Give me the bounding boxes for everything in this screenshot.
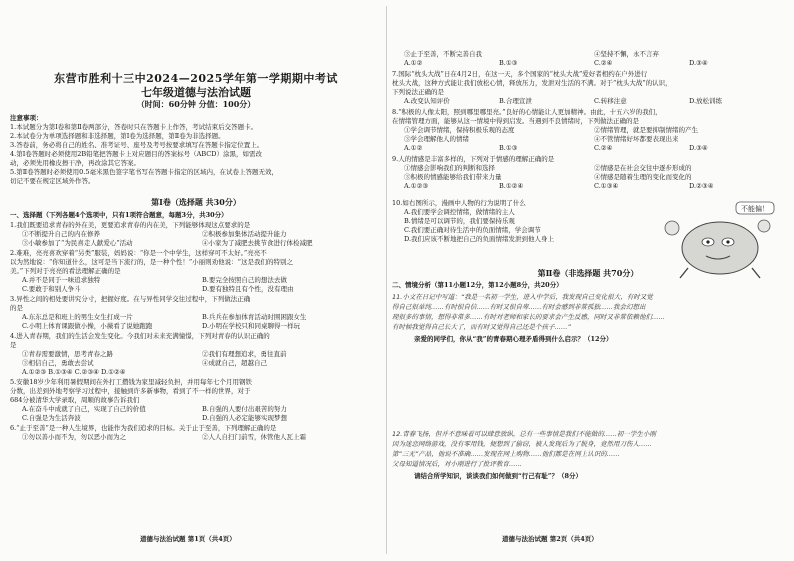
option: C.我们要正确对待生活中的负面情绪，学会调节 [404,226,541,234]
question-stem: 7.国际“枕头大战”日在4月2日，在这一天，多个国家的“枕头大战”爱好者相约在户外进行 [392,70,648,78]
option: B.①②④ [499,182,524,190]
option: C.转移注意 [594,97,627,105]
question-options [10,414,382,423]
option: A.①② [404,144,423,152]
question-stem: 是 [10,341,17,349]
answer-choices [392,182,784,191]
page-footer: 道德与法治试题 第1页（共4页） [140,535,236,543]
option: D.我们应该不断地把自己的负面情绪发泄到他人身上 [404,235,555,243]
option: C.小明上体育课跟做小操，小薇看了说她跑跑 [22,322,153,330]
cartoon-caption: 不能偏！ [741,205,769,213]
option: D.要有独特且有个性，没有理由 [202,285,294,293]
question-stem: 分数，出差到外地考察学习过程中，接触到许多新事物，看到了不一样的世界，对于 [10,387,251,395]
option: D.自强的人必定能够实现梦想 [202,414,288,422]
question-stem: 4.进入青春期，我们的生活会发生变化。今我们对未来充满憧憬，下列对青春的认识正确的 [10,332,270,340]
option: ①学会调节情绪，保持积极乐观的态度 [404,126,515,134]
option: C.②④ [594,59,613,67]
question-stem: 684分被清华大学录取，周顺的故事告诉我们 [10,396,140,404]
option: B.要完全按照自己的想法去做 [202,276,287,284]
column-divider [386,6,387,554]
question-stem: 5.安徽18岁少年利用暑假期间在外打工攒钱为家里减轻负担，并用每年七个月用钢铁 [10,378,252,386]
question-stem: 得自己很单纯……有时很自信……有时又很自卑……有时会感到非常孤独……我会幻想出 [392,303,646,311]
part1-title: 第Ⅰ卷（选择题 共30分） [151,197,241,207]
question-stem: 12.青春飞扬，但并不意味着可以肆意放纵，总有一些事情是我们不能做的……初一学生小刚 [392,430,656,438]
question-stem: 下列说法正确的是 [392,88,444,96]
question-stem: 现很多的事情，想得非常多……有时对老师和家长的要求会产生反感，同时又非常依赖他们…… [392,313,665,321]
option: ③学会理解他人的情绪 [404,135,469,143]
option: ②我们有理想追求，勇往直前 [202,350,287,358]
question-options [392,173,784,182]
option: ④不管情绪好坏都要表现出来 [594,135,679,143]
question-stem: 父母知道情况后，对小刚进行了批评教育…… [392,460,522,468]
option: ②情绪管理，就是要抑制情绪的产生 [594,126,698,134]
part2-instruction: 二、情境分析（第11小题12分，第12小题8分，共20分） [392,281,563,289]
option: A.①② [404,59,423,67]
exam-title-line2: 七年级道德与法治试题 [141,86,251,99]
option: ③小敏参加了“为民喜走人献爱心”活动 [22,239,133,247]
option: ②积极参加集体活动提升能力 [202,230,287,238]
option: ①勿以善小而不为，勿以恶小而为之 [22,433,126,441]
note-item: 3.答卷前，务必将自己的姓名、准考证号、座号及考号按要求填写在答题卡指定位置上。 [10,141,264,149]
option: C.②④ [594,144,613,152]
exam-info: （时间：60分钟 分值：100分） [136,99,256,109]
option: D.放松训练 [689,97,723,105]
option: ④成就自己，超越自己 [202,359,267,367]
option: ①不断提升自己的内在修养 [22,230,100,238]
question-stem: 的是 [10,304,23,312]
option: A.我们要学会调控情绪，做情绪的主人 [404,208,515,216]
question-options [392,135,784,144]
option: A.东东总是和班上的男生女生打成一片 [22,313,133,321]
option: ③相信自己，勇敢去尝试 [22,359,94,367]
question-stem: 3.异性之间的相处要讲究分寸，把握好度。在与异性同学交往过程中，下列做法正确 [10,295,251,303]
answer-choices [392,59,784,68]
option: B.情绪是可以调节的，我们要保持乐观 [404,217,515,225]
question-stem: 6.“止于至善”是一种人生境界，也能作为我们追求的目标。关于止于至善，下列理解正确的是 [10,424,277,432]
note-item: 动，必须先用橡皮擦干净，再改涂其它答案。 [10,159,140,167]
option: ①情感会影响我们的判断和选择 [404,164,495,172]
option: A.①②③ [404,182,429,190]
question-stem: 1.我们既要追求青春的外在美，更要追求青春的内在美，下列能够体现这点要求的是 [10,221,251,229]
question-options [10,405,382,414]
option: D.③④ [689,59,708,67]
question-options [392,50,784,59]
option: C.①③④ [594,182,619,190]
option: ④小家为了减肥去挑节食进行体检减肥 [202,239,313,247]
answer-choices [392,97,784,106]
option: B.自强的人要付出艰苦的努力 [202,405,287,413]
note-item: 5.第Ⅱ卷答题时必须使用0.5毫米黑色签字笔书写在答题卡指定的区域内，在试卷上答题无效， [10,168,278,176]
part1-instruction: 一、选择题（下列各题4个选项中，只有1项符合题意，每题3分，共30分） [10,211,228,219]
option: B.①③ [499,59,518,67]
question-ask: 亲爱的同学们，你从“我”的青春期心理矛盾得到什么启示？（12分） [414,335,613,343]
question-stem: 因为迷恋网络游戏，没有零用钱，便想到了偷窃，被人发现后为了脱身，竟然用刀伤人…… [392,440,652,448]
question-options [10,285,382,294]
question-stem: 枕头大战，这种方式能让我们放松心情，释放压力，发泄对生活的不满。对于“枕头大战”的认识， [392,79,672,87]
question-options [10,359,382,368]
question-stem: 8.“积极的人像太阳，照到哪里哪里亮。”良好的心情能让人更加精神。由此，十五六岁的我们， [392,108,662,116]
option: D.②③④ [689,182,714,190]
question-options [392,164,784,173]
question-options [10,322,382,331]
question-options [10,230,382,239]
question-options [10,313,382,322]
question-stem: 在情绪管理方面，能够从这一情境中得到启发。当遇到不良情绪时，下列做法正确的是 [392,117,639,125]
question-options [10,433,382,442]
option: ④坚持不懈，永不言弃 [594,50,659,58]
option: C.要敢于和别人争斗 [22,285,81,293]
option: ②人人自扫门前雪，休管他人瓦上霜 [202,433,306,441]
notes-heading: 注意事项： [10,114,43,122]
question-options [10,239,382,248]
right-page [392,0,784,561]
left-page [10,0,382,561]
question-stem: 有时候我觉得自己长大了，而有时又觉得自己还是个孩子……” [392,323,571,331]
question-ask: 请结合所学知识，谈谈我们如何做到“行己有耻”？（8分） [414,472,583,480]
note-item: 4.第Ⅰ卷答题时必须使用2B铅笔把答题卡上对应题目的答案标号（ABCD）涂黑，如需改 [10,150,262,158]
question-stem: 11.小文在日记中写道：“我是一名初一学生，进入中学后，我发现自己变化很大，有时又觉 [392,293,653,301]
question-stem: 美。”下列对于亮亮的看法理解正确的是 [10,267,121,275]
question-stem: 第“三无”产品，他说不准确……发现在网上购物……他们都是在网上认识的…… [392,450,620,458]
option: B.合理宣泄 [499,97,532,105]
question-options [10,276,382,285]
page-footer: 道德与法治试题 第2页（共4页） [502,535,598,543]
question-stem: 9.人的情感是丰富多样的，下列对于情感的理解正确的是 [392,155,555,163]
question-options [392,126,784,135]
option: B.①③ [499,144,518,152]
option: A.在奋斗中成就了自己，实现了自己的价值 [22,405,146,413]
option: B.兵兵在参加体育活动时围困跟女生 [202,313,307,321]
answer-choices [392,144,784,153]
question-stem: 以为然地说：“你知道什么，这可是当下流行的，是一种个性！”小丽则劝他说：“这是我们的特别之 [10,258,293,266]
question-options [10,350,382,359]
note-item: 切记不要在规定区域外作答。 [10,177,95,185]
part2-title: 第Ⅱ卷（非选择题 共70分） [537,268,639,278]
exam-title-line1: 东营市胜利十三中2024—2025学年第一学期期中考试 [54,72,338,85]
option: A.并不是同于一味追求独特 [22,276,101,284]
option: A.改变认知评价 [404,97,450,105]
question-stem: 2.难难，亮亮喜欢穿着“另类”服装，妈妈说：“你是一个中学生，这样穿可不太好。”亮亮不 [10,249,267,257]
option: D.小明在学校只和同桌聊得一样玩 [202,322,301,330]
option: ③止于至善，不断完善自我 [404,50,482,58]
option: D.③④ [689,144,708,152]
question-stem: 10.如右图所示，漫画中人物的行为说明了什么 [392,199,526,207]
note-item: 1.本试题分为第Ⅰ卷和第Ⅱ卷两部分，答卷时只在答题卡上作答，考试结束后交答题卡。 [10,123,258,131]
answer-choices: A.①②③ B.①③④ C.②③④ D.①②④ [22,368,126,376]
option: ④情感是随着生理的变化而变化的 [594,173,692,181]
option: C.自强是为生活奔波 [22,414,81,422]
option: ②情感是在社会交往中逐步形成的 [594,164,692,172]
note-item: 2.本试卷分为单项选择题和非选择题，第Ⅰ卷为选择题，第Ⅱ卷为非选择题。 [10,132,225,140]
option: ①青春需要激情，思考青春之路 [22,350,113,358]
option: ③积极的情感能够给我们带来力量 [404,173,502,181]
